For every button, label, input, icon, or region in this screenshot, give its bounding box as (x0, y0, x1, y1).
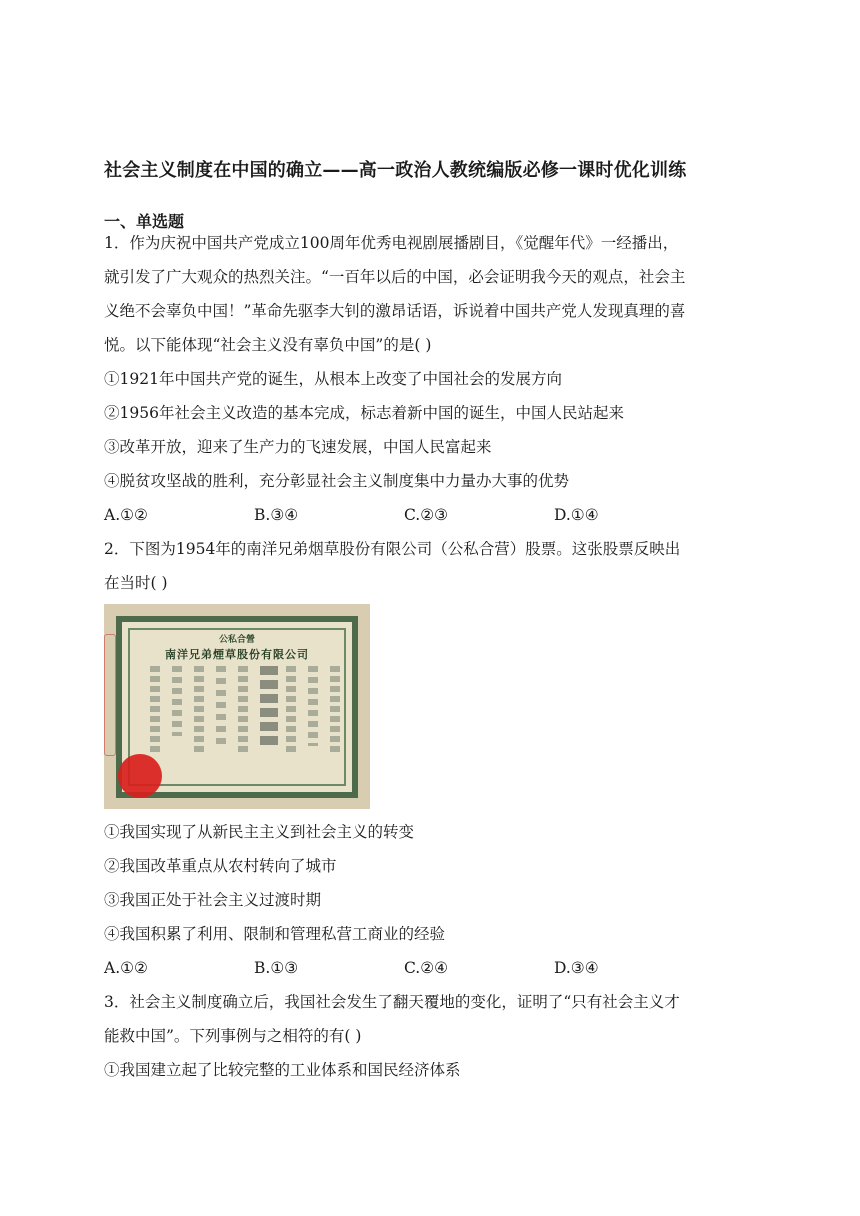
stock-print-column (150, 666, 160, 756)
stock-print-column (260, 666, 278, 746)
q1-option-c: C.②③ (404, 506, 449, 524)
q2-stem-line: 在当时( ) (104, 574, 168, 592)
q2-item: ④我国积累了利用、限制和管理私营工商业的经验 (104, 925, 446, 943)
q2-item: ③我国正处于社会主义过渡时期 (104, 891, 322, 909)
stock-certificate-image (104, 604, 370, 809)
q2-stem-line: 2．下图为1954年的南洋兄弟烟草股份有限公司（公私合营）股票。这张股票反映出 (104, 540, 681, 558)
q2-option-a: A.①② (104, 959, 148, 977)
q1-option-b: B.③④ (254, 506, 299, 524)
stock-print-column (172, 666, 182, 736)
q2-option-d: D.③④ (554, 959, 599, 977)
q2-item: ②我国改革重点从农村转向了城市 (104, 857, 337, 875)
red-seal-stamp (118, 754, 162, 798)
q2-option-c: C.②④ (404, 959, 449, 977)
stock-header-text: 公私合營 (218, 635, 255, 645)
side-stamp-mark (104, 634, 116, 756)
stock-text-columns (138, 666, 336, 776)
stock-inner-border (128, 628, 346, 786)
q1-stem-line: 就引发了广大观众的热烈关注。“一百年以后的中国，必会证明我今天的观点，社会主 (104, 268, 686, 286)
stock-print-column (216, 666, 226, 746)
q1-stem-line: 悦。以下能体现“社会主义没有辜负中国”的是( ) (104, 336, 432, 354)
document-title: 社会主义制度在中国的确立——高一政治人教统编版必修一课时优化训练 (104, 160, 687, 181)
stock-print-column (238, 666, 248, 756)
q1-item: ②1956年社会主义改造的基本完成，标志着新中国的诞生，中国人民站起来 (104, 404, 624, 422)
stock-print-column (308, 666, 318, 746)
stock-company-name: 南洋兄弟煙草股份有限公司 (165, 648, 309, 661)
q1-option-d: D.①④ (554, 506, 599, 524)
q3-stem-line: 能救中国”。下列事例与之相符的有( ) (104, 1027, 362, 1045)
q1-stem-line: 义绝不会辜负中国！”革命先驱李大钊的激昂话语，诉说着中国共产党人发现真理的喜 (104, 302, 686, 320)
section-heading: 一、单选题 (104, 212, 185, 231)
stock-print-column (330, 666, 340, 756)
q1-option-a: A.①② (104, 506, 148, 524)
q2-option-b: B.①③ (254, 959, 299, 977)
q1-stem-line: 1．作为庆祝中国共产党成立100周年优秀电视剧展播剧目，《觉醒年代》一经播出， (104, 234, 679, 252)
q2-item: ①我国实现了从新民主主义到社会主义的转变 (104, 823, 415, 841)
q1-item: ④脱贫攻坚战的胜利，充分彰显社会主义制度集中力量办大事的优势 (104, 472, 570, 490)
q1-item: ①1921年中国共产党的诞生，从根本上改变了中国社会的发展方向 (104, 370, 562, 388)
stock-print-column (194, 666, 204, 756)
stock-print-column (286, 666, 296, 756)
q3-item: ①我国建立起了比较完整的工业体系和国民经济体系 (104, 1061, 461, 1079)
q3-stem-line: 3．社会主义制度确立后，我国社会发生了翻天覆地的变化，证明了“只有社会主义才 (104, 993, 680, 1011)
q1-item: ③改革开放，迎来了生产力的飞速发展，中国人民富起来 (104, 438, 492, 456)
